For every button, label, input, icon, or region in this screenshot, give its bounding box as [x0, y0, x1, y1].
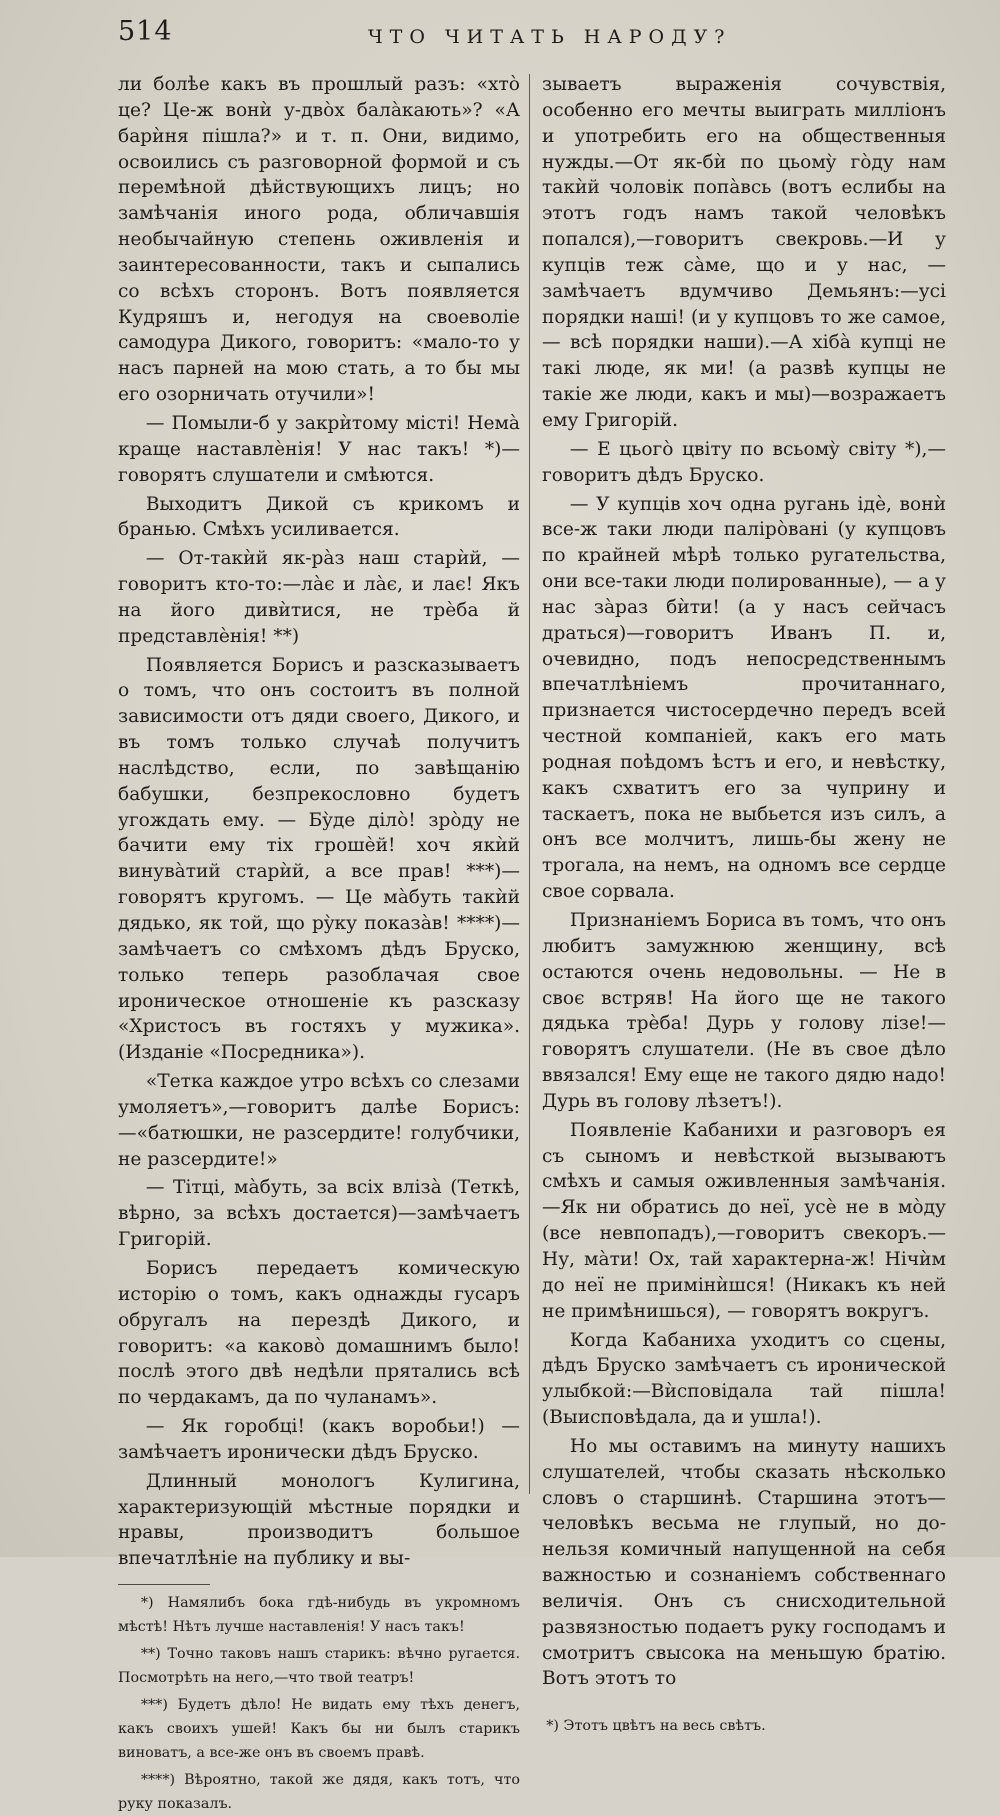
paragraph: Выходитъ Дикой съ крикомъ и бранью. Смѣхъ усиливается. — [118, 493, 520, 541]
paragraph: Но мы оставимъ на минуту нашихъ слушателей, чтобы сказать нѣсколько словъ о старшинѣ. Старшина этотъ—человѣкъ весьма не глупый, но до-нельзя комичный напущенной на себя важностью и сознаніемъ собственнаго величія. Онъ съ снисходительной развязностью подаетъ руку господамъ и смотритъ свысока на меньшую братію. Вотъ этотъ то — [542, 1435, 946, 1690]
footnote: *) Этотъ цвѣтъ на весь свѣтъ. — [546, 1718, 766, 1735]
paragraph: Длинный монологъ Кулигина, характеризующій мѣстные порядки и нравы, производитъ большое впечатлѣніе на публику и вы- — [118, 1470, 520, 1570]
paragraph: Борисъ передаетъ комическую исторію о томъ, какъ однажды гусаръ обругалъ на перездѣ Дикого, и говоритъ: «а каковò домашнимъ было! послѣ этого двѣ недѣли прятались всѣ по чердакамъ, да по чуланамъ». — [118, 1257, 520, 1409]
paragraph: — От-такѝй як-рàз наш старѝй, — говоритъ кто-то:—лàє и лàє, и лає! Якъ на його дивѝтися, не трèба й представлèнія! **) — [118, 548, 520, 647]
footnote: *) Намялибъ бока гдѣ-нибудь въ укромномъ мѣстѣ! Нѣтъ лучше наставленія! У насъ такъ! — [118, 1595, 520, 1636]
right-column — [542, 72, 946, 1738]
running-title: ЧТО ЧИТАТЬ НАРОДУ? — [368, 26, 732, 48]
paragraph: — Помыли-б у закрѝтому місті! Немà краще наставлèнія! У нас такъ! *)—говорятъ слушатели и смѣются. — [118, 412, 520, 486]
paragraph: Когда Кабаниха уходитъ со сцены, дѣдъ Бруско замѣчаетъ съ иронической улыбкой:—Вѝсповідала тай пішла! (Выисповѣдала, да и ушла!). — [542, 1329, 946, 1429]
page-number: 514 — [118, 16, 173, 47]
left-column — [118, 72, 520, 1816]
paragraph: Появленіе Кабанихи и разговоръ ея съ сыномъ и невѣсткой вызываютъ смѣхъ и самыя оживленныя замѣчанія.—Як ни обратись до неї, усè не в мòду (все невпопадъ),—говоритъ свекоръ.—Ну, мàти! Ох, тай характерна-ж! Нічѝм до неї не примінѝшся! (Никакъ къ ней не примѣнишься), — говорятъ вокругъ. — [542, 1119, 946, 1322]
column-divider — [529, 74, 530, 1494]
right-footnotes — [542, 1714, 946, 1738]
paragraph: зываетъ выраженія сочувствія, особенно его мечты выиграть милліонъ и употребить его на общественныя нужды.—От як-бѝ по цьомỳ гòду нам такѝй чоловік попàвсь (вотъ еслибы на этотъ годъ намъ такой человѣкъ попался),—говоритъ свекровь.—И у купців теж сàме, що и у нас, — замѣчаетъ вдумчиво Демьянъ:—усі порядки наші! (и у купцовъ то же самое, — всѣ порядки наши).—А хібà купці не такі люде, як ми! (а развѣ купцы не такіе же люди, какъ и мы)—возражаетъ ему Григорій. — [542, 74, 946, 431]
footnote: ***) Будетъ дѣло! Не видать ему тѣхъ денегъ, какъ своихъ ушей! Какъ бы ни былъ старикъ виноватъ, а все-же онъ въ своемъ правѣ. — [118, 1697, 520, 1762]
paragraph: — Е цьогò цвіту по всьомỳ світу *),—говоритъ дѣдъ Бруско. — [542, 438, 946, 486]
paragraph: — Як горобці! (какъ воробьи!) — замѣчаетъ иронически дѣдъ Бруско. — [118, 1416, 520, 1463]
paragraph: Признаніемъ Бориса въ томъ, что онъ любитъ замужнюю женщину, всѣ остаются очень недовольны. — Не в своє встряв! На його ще не такого дядька трèба! Дурь у голову лізе!—говорятъ слушатели. (Не въ свое дѣло ввязался! Ему еще не такого дядю надо! Дурь въ голову лѣзетъ!). — [542, 910, 946, 1112]
paragraph: — У купців хоч одна ругань ідè, вонѝ все-ж таки люди палірòвані (у купцовъ по крайней мѣрѣ только ругательства, они все-таки люди полированные), — а у нас зàраз бѝти! (а у насъ сейчасъ драться)—говоритъ Иванъ П. и, очевидно, подъ непосредственнымъ впечатлѣніемъ прочитаннаго, признается чистосердечно передъ всей честной компаніей, какъ его мать родная поѣдомъ ѣстъ и его, и невѣстку, какъ схватитъ его за чуприну и таскаетъ, пока не выбьется изъ силъ, а онъ все молчитъ, лишь-бы жену не трогала, на немъ, на одномъ все сердце свое сорвала. — [542, 493, 946, 903]
footnote: ****) Вѣроятно, такой же дядя, какъ тотъ, что руку показалъ. — [118, 1772, 520, 1813]
paragraph: — Тітці, мàбуть, за всіх влізà (Теткѣ, вѣрно, за всѣхъ достается)—замѣчаетъ Григорій. — [118, 1177, 520, 1251]
paragraph: «Тетка каждое утро всѣхъ со слезами умоляетъ»,—говоритъ далѣе Борисъ:—«батюшки, не разсердите! голубчики, не разсердите!» — [118, 1071, 520, 1170]
paragraph: ли болѣе какъ въ прошлый разъ: «хтò це? Це-ж вонѝ у-двòх балàкають»? «А барѝня пішла?» и т. п. Они, видимо, освоились съ разговорной формой и съ перемѣной дѣйствующихъ лицъ; но замѣчанія иного рода, обличавшія необычайную степень оживленія и заинтересованности, такъ и сыпались со всѣхъ сторонъ. Вотъ появляется Кудряшъ и, негодуя на своеволіе самодура Дикого, говоритъ: «мало-то у насъ парней на мою стать, а то бы мы его озорничать отучили»! — [118, 74, 520, 406]
paragraph: Появляется Борисъ и разсказываетъ о томъ, что онъ состоитъ въ полной зависимости отъ дяди своего, Дикого, и въ томъ только случаѣ получитъ наслѣдство, если, по завѣщанію бабушки, безпрекословно будетъ угождать ему. — Бỳде ділò! зрòду не бачити ему тіх грошѐй! хоч якѝй винувàтий старѝй, а все прав! ***)—говорятъ кругомъ. — Це мàбуть такѝй дядько, як той, що рỳку показàв! ****)—замѣчаетъ со смѣхомъ дѣдъ Бруско, только теперь разоблачая свое ироническое отношеніе къ разсказу «Христосъ въ гостяхъ у мужика». (Изданіе «Посредника»). — [118, 654, 520, 1064]
footnote: **) Точно таковъ нашъ старикъ: вѣчно ругается. Посмотрѣть на него,—что твой театръ! — [118, 1646, 520, 1687]
left-footnotes — [118, 1591, 520, 1816]
footnote-rule — [118, 1584, 210, 1585]
